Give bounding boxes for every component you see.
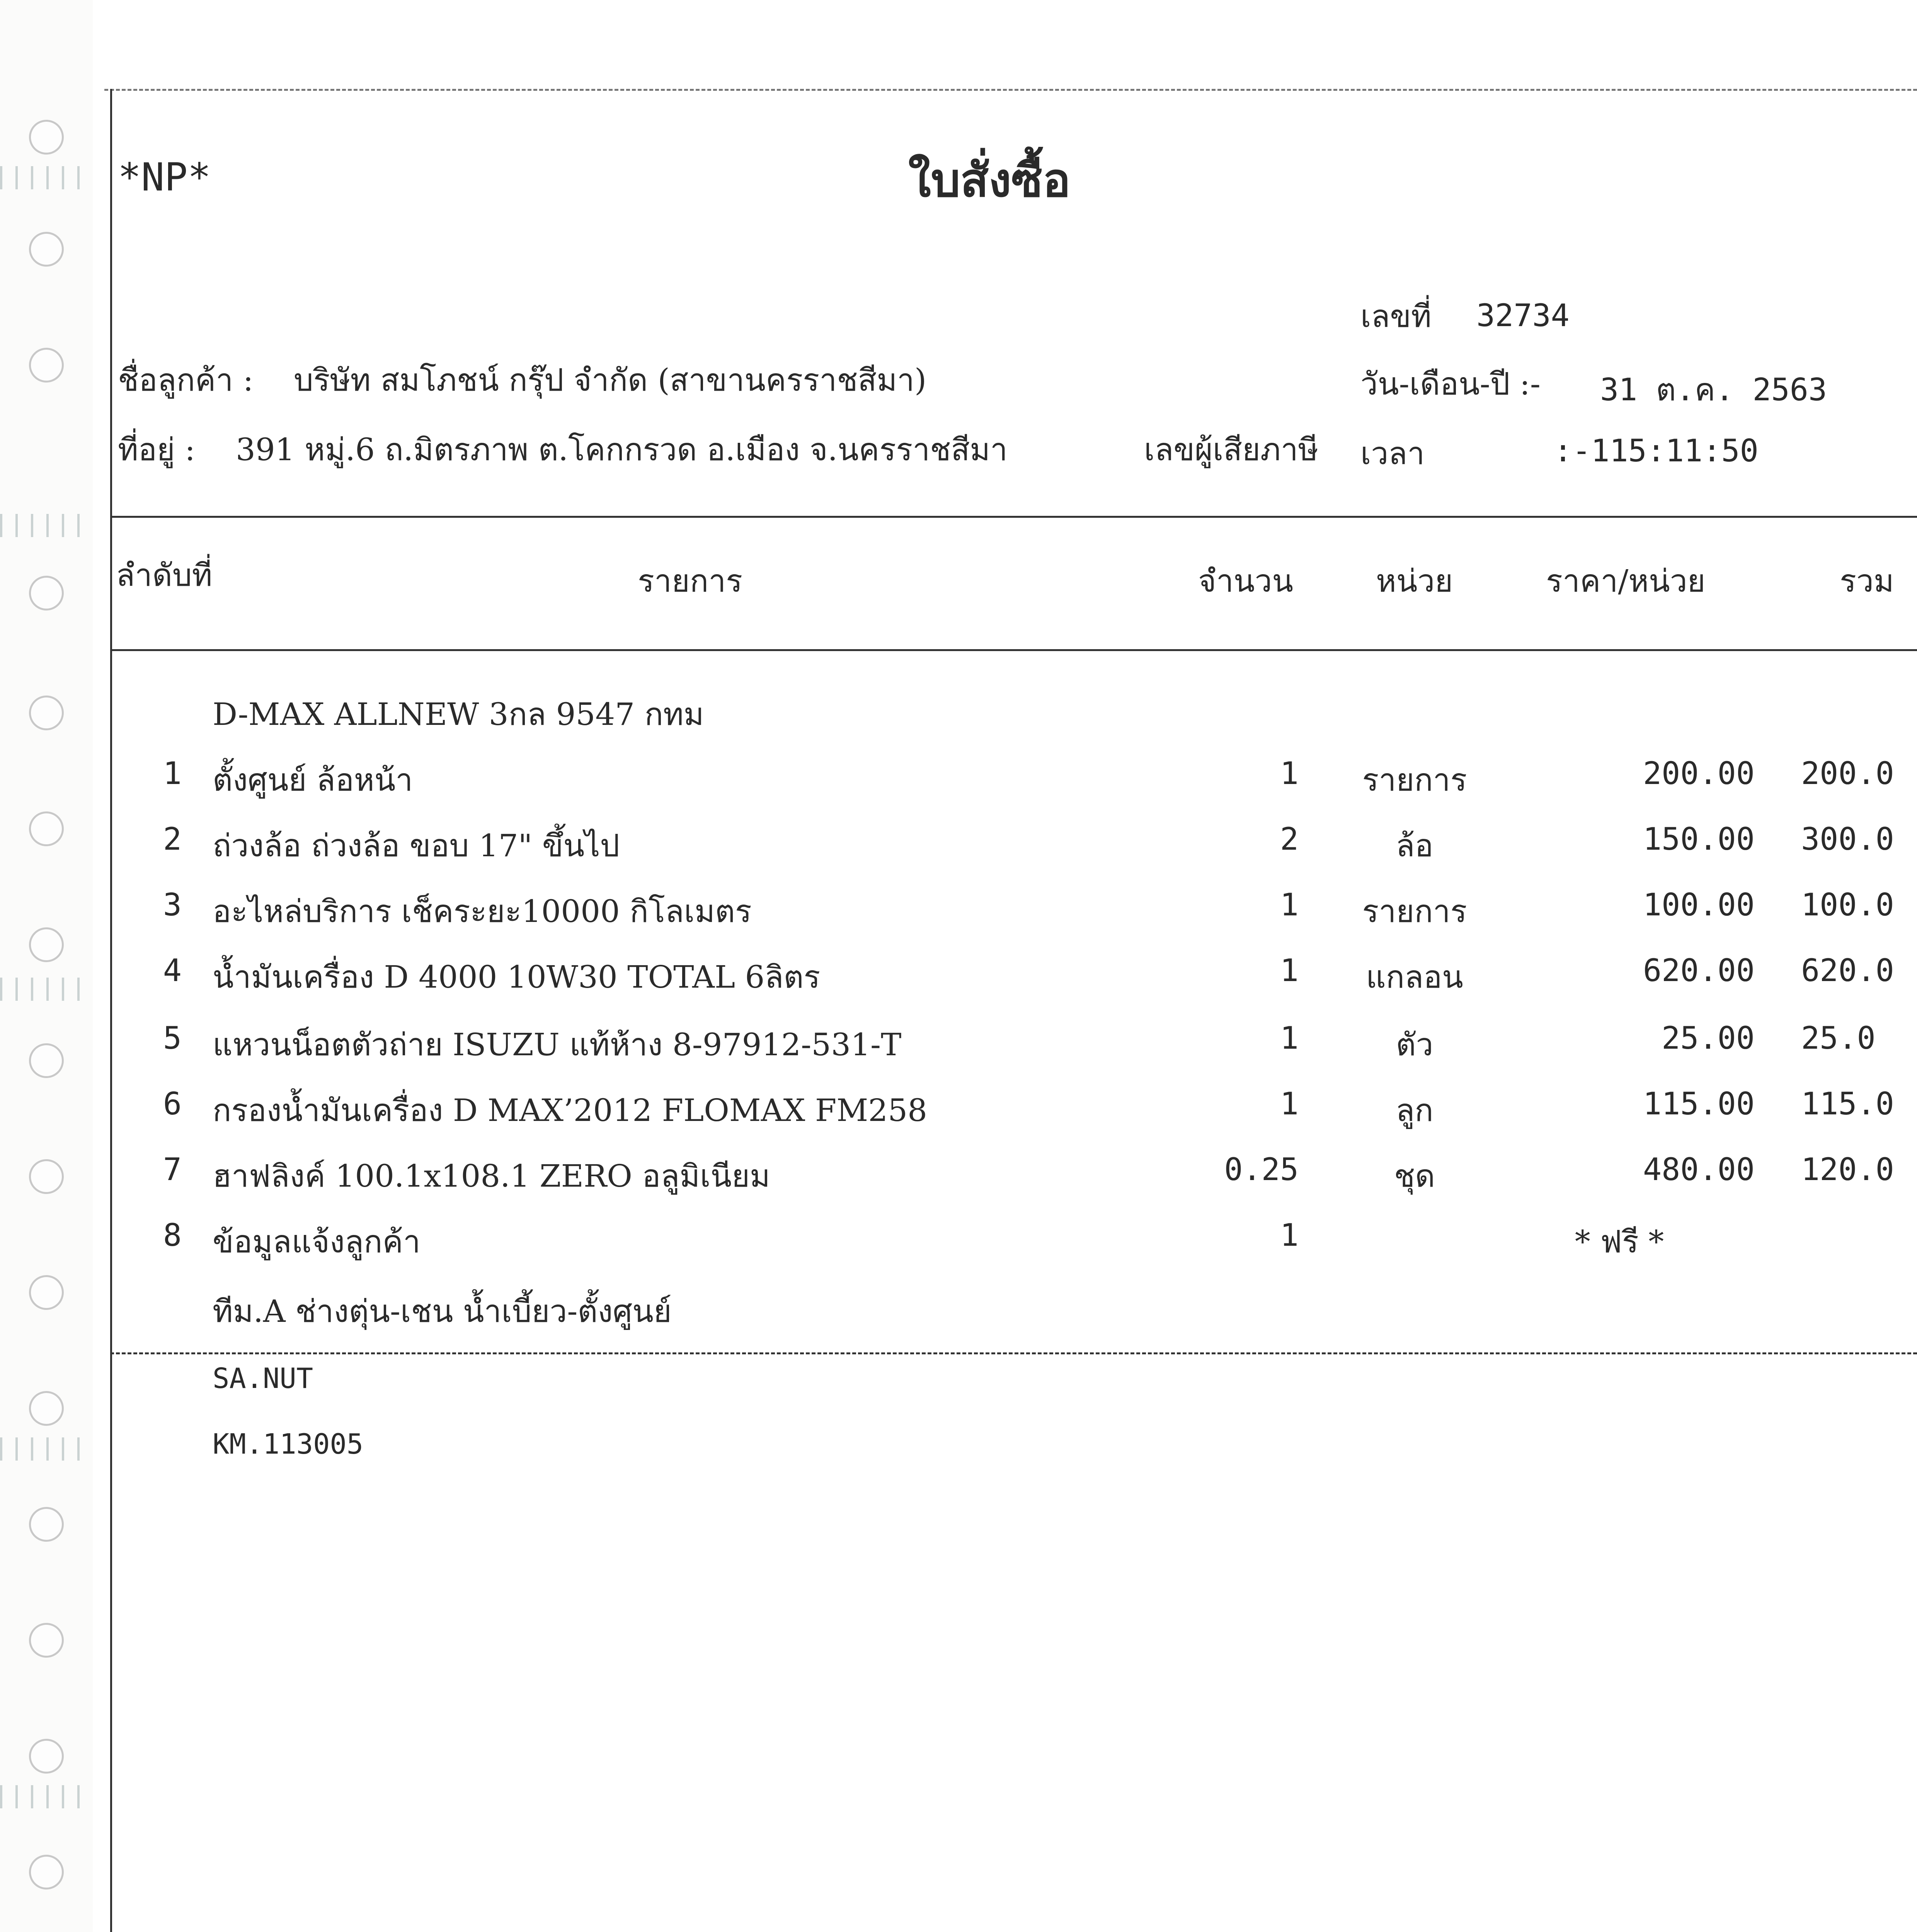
table-row <box>0 1020 1917 1074</box>
doc-number-label: เลขที่ <box>1360 298 1432 334</box>
row-description: อะไหล่บริการ เช็คระยะ10000 กิโลเมตร <box>213 893 752 929</box>
column-header-total: รวม <box>1840 563 1894 599</box>
feed-hole <box>29 1391 64 1426</box>
row-unit: ตัว <box>1396 1027 1433 1063</box>
date-label: วัน-เดือน-ปี :- <box>1360 366 1541 402</box>
row-total: 120.0 <box>1801 1151 1894 1187</box>
note-line: ทีม.A ช่างตุ่น-เชน น้ำเบี้ยว-ตั้งศูนย์ <box>213 1293 672 1329</box>
row-description: ถ่วงล้อ ถ่วงล้อ ขอบ 17" ขึ้นไป <box>213 828 620 864</box>
table-row <box>0 1217 1917 1271</box>
row-quantity: 1 <box>1280 1217 1299 1253</box>
feed-hole <box>29 232 64 267</box>
feed-hole <box>29 1739 64 1774</box>
row-quantity: 1 <box>1280 1020 1299 1056</box>
row-quantity: 1 <box>1280 887 1299 923</box>
row-total: 100.0 <box>1801 887 1894 923</box>
perforation-mark <box>0 514 89 537</box>
row-unit: แกลอน <box>1366 959 1463 995</box>
form-left-border <box>110 89 112 1932</box>
feed-hole <box>29 120 64 155</box>
row-unit: ล้อ <box>1396 828 1433 864</box>
row-total: 620.0 <box>1801 952 1894 988</box>
row-number: 3 <box>163 887 182 923</box>
doc-number: 32734 <box>1476 298 1570 333</box>
table-row <box>0 755 1917 810</box>
feed-hole <box>29 576 64 611</box>
column-header-quantity: จำนวน <box>1198 563 1294 599</box>
feed-hole <box>29 1275 64 1310</box>
row-quantity: 1 <box>1280 1086 1299 1122</box>
table-row <box>0 1086 1917 1140</box>
perforation-mark <box>0 1437 89 1461</box>
row-number: 4 <box>163 952 182 988</box>
feed-hole <box>29 1623 64 1658</box>
address: 391 หมู่.6 ถ.มิตรภาพ ต.โคกกรวด อ.เมือง จ.นครราชสีมา <box>236 432 1008 468</box>
page-title: ใบสั่งซื้อ <box>908 153 1071 207</box>
row-unit: ลูก <box>1396 1092 1433 1128</box>
row-unit-price: * ฟรี * <box>1575 1224 1664 1260</box>
row-quantity: 1 <box>1280 952 1299 988</box>
row-number: 1 <box>163 755 182 791</box>
column-header-unit-price: ราคา/หน่วย <box>1546 563 1706 599</box>
feed-hole <box>29 1507 64 1542</box>
tax-id-label: เลขผู้เสียภาษี <box>1144 432 1319 468</box>
row-number: 7 <box>163 1151 182 1187</box>
row-unit-price: 115.00 <box>1643 1086 1755 1122</box>
row-unit-price: 25.00 <box>1662 1020 1755 1056</box>
table-row <box>0 887 1917 941</box>
items-end-rule <box>110 1352 1917 1354</box>
table-row <box>0 952 1917 1007</box>
row-unit-price: 150.00 <box>1643 821 1755 857</box>
row-unit-price: 100.00 <box>1643 887 1755 923</box>
row-description: ตั้งศูนย์ ล้อหน้า <box>213 762 413 798</box>
row-number: 6 <box>163 1086 182 1122</box>
feed-hole <box>29 696 64 730</box>
row-unit-price: 620.00 <box>1643 952 1755 988</box>
row-total: 115.0 <box>1801 1086 1894 1122</box>
column-header-description: รายการ <box>638 563 743 599</box>
row-unit: ชุด <box>1394 1158 1435 1194</box>
column-header-no: ลำดับที่ <box>116 557 213 593</box>
header-rule <box>110 516 1917 518</box>
table-row <box>0 1151 1917 1206</box>
row-number: 2 <box>163 821 182 857</box>
row-total: 25.0 <box>1801 1020 1876 1056</box>
time-value: :-115:11:50 <box>1554 433 1759 469</box>
row-number: 5 <box>163 1020 182 1056</box>
row-unit-price: 200.00 <box>1643 755 1755 791</box>
feed-hole <box>29 348 64 383</box>
row-quantity: 1 <box>1280 755 1299 791</box>
vehicle-info: D-MAX ALLNEW 3กล 9547 กทม <box>213 696 704 732</box>
row-unit: รายการ <box>1362 762 1467 798</box>
customer-label: ชื่อลูกค้า : <box>118 362 254 398</box>
customer-name: บริษัท สมโภชน์ กรุ๊ป จำกัด (สาขานครราชสีมา) <box>294 362 927 398</box>
table-row <box>0 821 1917 875</box>
row-total: 200.0 <box>1801 755 1894 791</box>
mileage: KM.113005 <box>213 1428 364 1460</box>
row-unit-price: 480.00 <box>1643 1151 1755 1187</box>
sales-code: SA.NUT <box>213 1362 313 1395</box>
time-label: เวลา <box>1360 435 1425 471</box>
perforation-mark <box>0 1785 89 1808</box>
row-description: ฮาฟลิงค์ 100.1x108.1 ZERO อลูมิเนียม <box>213 1158 770 1194</box>
row-unit: รายการ <box>1362 893 1467 929</box>
feed-hole <box>29 1855 64 1889</box>
row-quantity: 0.25 <box>1224 1151 1299 1187</box>
date-value: 31 ต.ค. 2563 <box>1600 372 1827 408</box>
form-top-border <box>104 89 1917 91</box>
column-header-rule <box>110 649 1917 651</box>
row-total: 300.0 <box>1801 821 1894 857</box>
row-description: น้ำมันเครื่อง D 4000 10W30 TOTAL 6ลิตร <box>213 959 821 995</box>
column-header-unit: หน่วย <box>1376 563 1453 599</box>
perforation-mark <box>0 166 89 189</box>
row-number: 8 <box>163 1217 182 1253</box>
row-quantity: 2 <box>1280 821 1299 857</box>
form-code: *NP* <box>118 155 211 200</box>
row-description: แหวนน็อตตัวถ่าย ISUZU แท้ห้าง 8-97912-531-T <box>213 1027 902 1063</box>
row-description: ข้อมูลแจ้งลูกค้า <box>213 1224 421 1260</box>
row-description: กรองน้ำมันเครื่อง D MAX’2012 FLOMAX FM258 <box>213 1092 927 1128</box>
address-label: ที่อยู่ : <box>118 432 196 468</box>
